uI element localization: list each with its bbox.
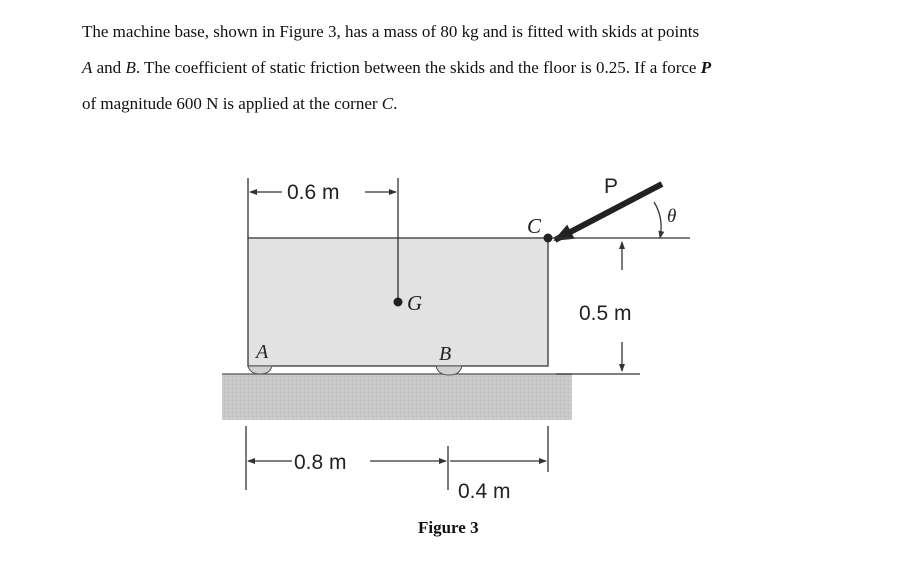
- label-theta: θ: [667, 206, 677, 227]
- problem-text-2b: and: [92, 58, 126, 77]
- skid-a: [248, 366, 272, 374]
- floor: [222, 374, 572, 420]
- label-g: G: [407, 291, 423, 315]
- figure-caption: Figure 3: [418, 518, 479, 537]
- dim-right-label: 0.5 m: [579, 302, 632, 325]
- problem-text-1: The machine base, shown in Figure 3, has a mass of 80 kg and is fitted with skids at points: [82, 22, 700, 41]
- label-c: C: [527, 214, 542, 238]
- problem-text-3c: .: [393, 94, 398, 113]
- dim-top-label: 0.6 m: [287, 181, 340, 204]
- label-a: A: [256, 341, 269, 363]
- force-p-ref: P: [700, 58, 712, 77]
- problem-text-3a: of magnitude 600 N is applied at the corner: [82, 94, 382, 113]
- point-a-ref: A: [82, 58, 93, 77]
- dim-bottom-right-label: 0.4 m: [458, 480, 511, 503]
- point-c-ref: C: [381, 94, 394, 113]
- label-b: B: [439, 343, 452, 365]
- problem-text-2d: . The coefficient of static friction between the skids and the floor is 0.25. If a force: [135, 58, 701, 77]
- g-point: [394, 298, 403, 307]
- c-point: [544, 234, 553, 243]
- label-p: P: [604, 175, 619, 198]
- dim-bottom-left-label: 0.8 m: [294, 451, 347, 474]
- theta-arc: [654, 202, 661, 238]
- point-b-ref: B: [125, 58, 136, 77]
